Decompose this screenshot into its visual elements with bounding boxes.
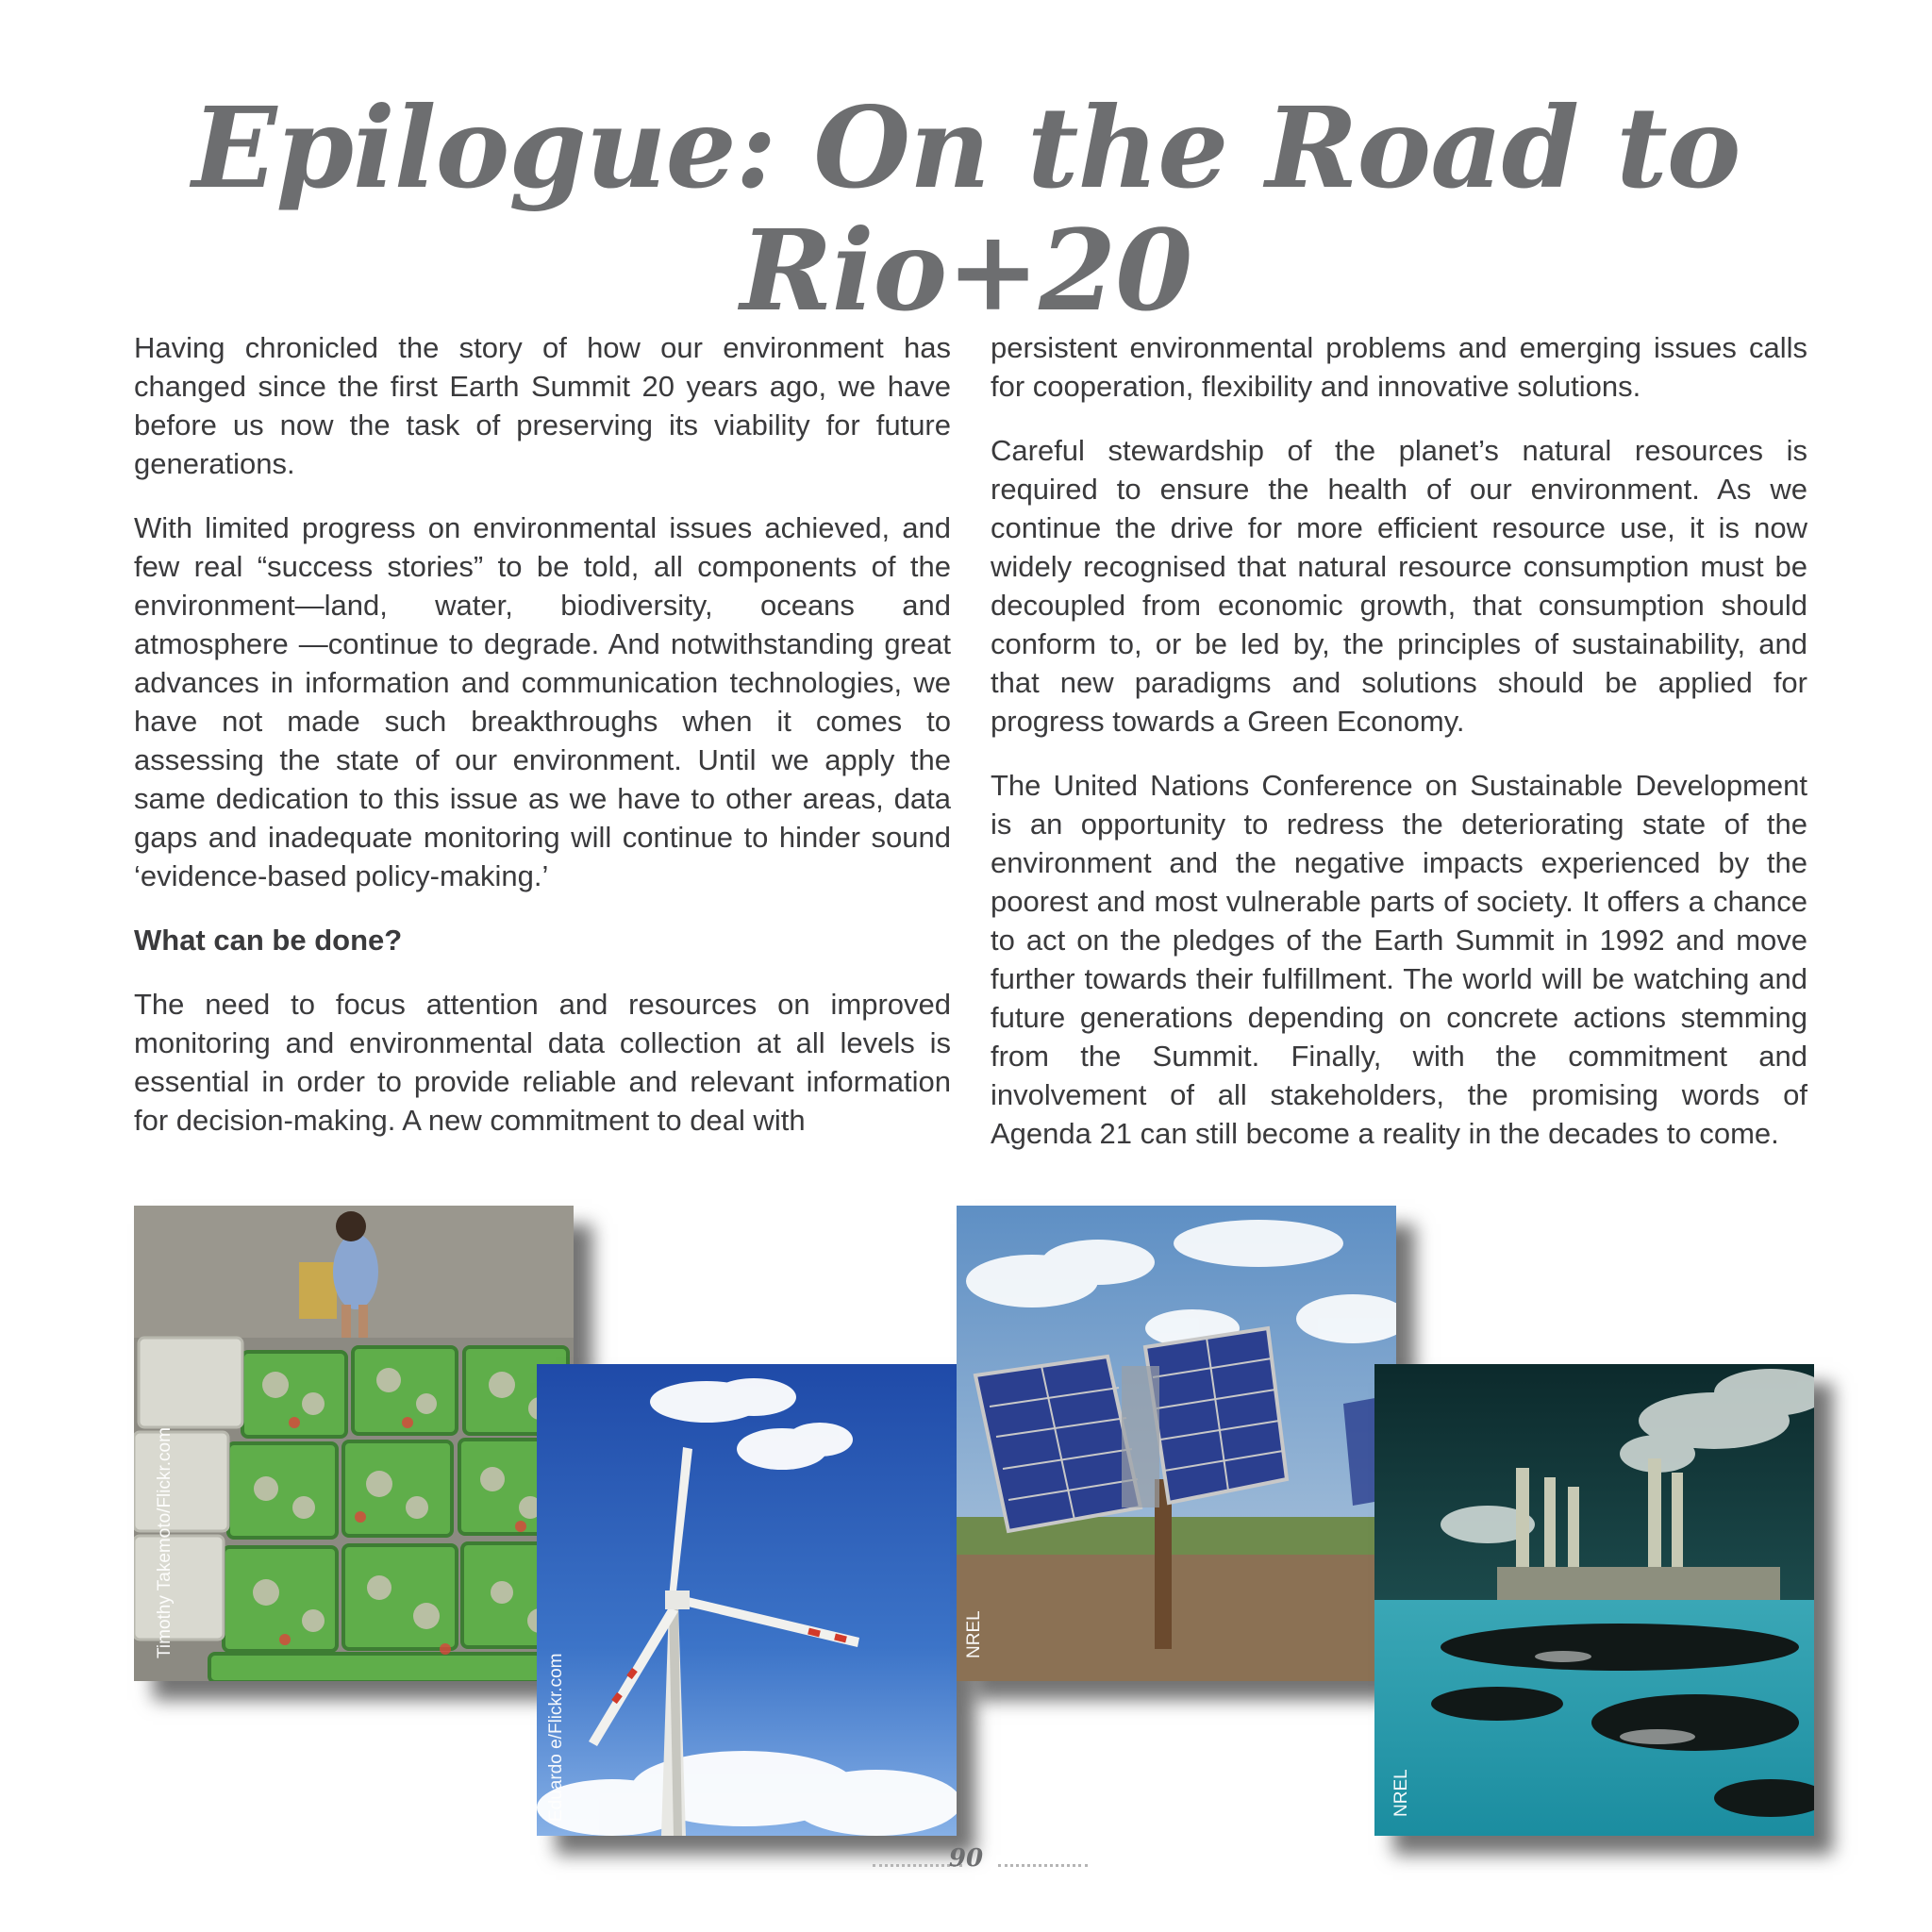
photo-credit: Timothy Takemoto/Flickr.com: [155, 1427, 175, 1658]
photo-credit: NREL: [1391, 1769, 1411, 1817]
photo-credit: NREL: [964, 1610, 984, 1658]
wind-turbine-photo: [537, 1364, 957, 1836]
page-title: Epilogue: On the Road to Rio+20: [192, 82, 1740, 336]
solar-panel-photo: [957, 1206, 1396, 1681]
paragraph: The United Nations Conference on Sustainable Development is an opportunity to redress the deteriorating state of the environment and the negative impacts experienced by the poorest and most vulnerable parts of society. It offers a chance to act on the pledges of the Earth Summit in 1992 and move further towards their fulfillment. The world will be watching and future generations depending on concrete actions stemming from the Summit. Finally, with the commitment and involvement of all stakeholders, the promising words of Agenda 21 can still become a reality in the decades to come.: [991, 769, 1807, 1150]
paragraph: Careful stewardship of the planet’s natural resources is required to ensure the health of our environment. As we continue the drive for more efficient resource use, it is now widely recognised that natural resource consumption must be decoupled from economic growth, that consumption should conform to, or be led by, the principles of sustainability, and that new paradigms and solutions should be applied for progress towards a Green Economy.: [991, 434, 1807, 738]
paragraph: Having chronicled the story of how our environment has changed since the first Earth Summit 20 years ago, we have before us now the task of preserving its viability for future generations.: [134, 331, 951, 480]
page-number: 90: [948, 1844, 984, 1873]
left-column: [134, 328, 951, 1165]
paragraph: persistent environmental problems and emerging issues calls for cooperation, flexibility and innovative solutions.: [991, 331, 1807, 403]
right-column: [991, 328, 1807, 1178]
paragraph: With limited progress on environmental issues achieved, and few real “success stories” to be told, all components of the environment—land, water, biodiversity, oceans and atmosphere —continue to degrade. And notwithstanding great advances in information and communication technologies, we have not made such breakthroughs when it comes to assessing the state of our environment. Until we apply the same dedication to this issue as we have to other areas, data gaps and inadequate monitoring will continue to hinder sound ‘evidence-based policy-making.’: [134, 511, 951, 892]
photo-credit: Eduardo e/Flickr.com: [546, 1653, 566, 1822]
section-heading: What can be done?: [134, 924, 403, 957]
geothermal-plant-photo: [1374, 1364, 1814, 1836]
paragraph: The need to focus attention and resources on improved monitoring and environmental data collection at all levels is essential in order to provide reliable and relevant information for decision-making. A new commitment to deal with: [134, 988, 951, 1137]
recycling-photo: [134, 1206, 574, 1681]
page-divider-right: [998, 1864, 1088, 1867]
